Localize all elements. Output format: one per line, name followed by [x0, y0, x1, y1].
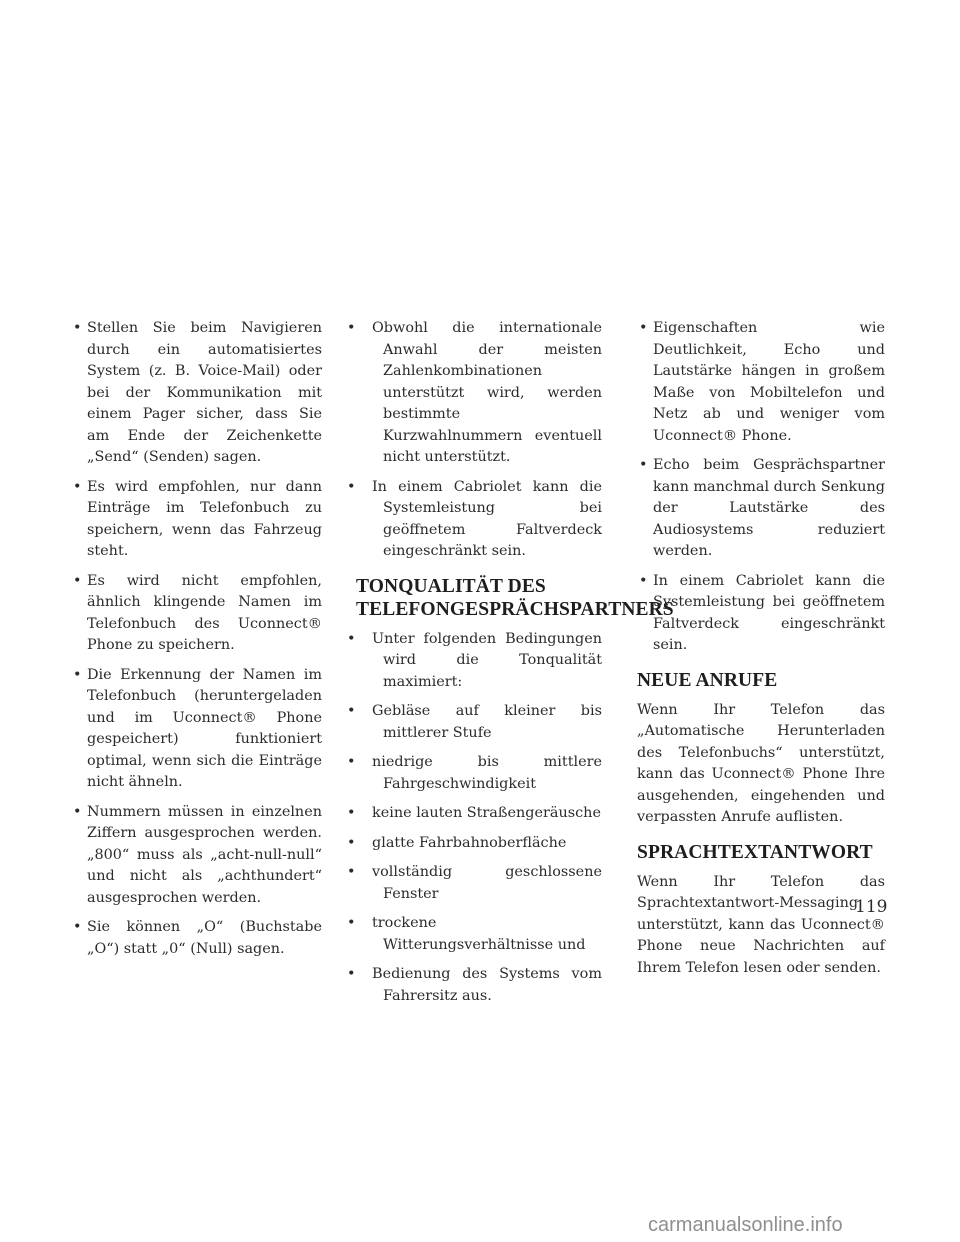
list-item: • Echo beim Gesprächspartner kann manchmal durch Senkung der Lautstärke des Audiosystems reduziert werden. [637, 455, 885, 563]
list-item: • In einem Cabriolet kann die Systemleistung bei geöffnetem Faltverdeck eingeschränkt sein. [356, 477, 602, 563]
list-item: • In einem Cabriolet kann die Systemleistung bei geöffnetem Faltverdeck eingeschränkt sein. [637, 571, 885, 657]
list-item: • Eigenschaften wie Deutlichkeit, Echo und Lautstärke hängen in großem Maße von Mobiltelefon und Netz ab und weniger vom Uconnect® Phone. [637, 318, 885, 447]
list-item: • Unter folgenden Bedingungen wird die Tonqualität maximiert: [356, 629, 602, 694]
bullet-list [356, 629, 602, 1008]
list-item: • Sie können „O“ (Buchstabe „O“) statt „0“ (Null) sagen. [71, 917, 322, 960]
list-item: • vollständig geschlossene Fenster [356, 862, 602, 905]
watermark: carmanualsonline.info [648, 1214, 843, 1236]
column-1 [71, 318, 322, 968]
list-item: • glatte Fahrbahnoberfläche [356, 833, 602, 855]
bullet-list [71, 318, 322, 960]
paragraph: Wenn Ihr Telefon das „Automatische Herunterladen des Telefonbuchs“ unterstützt, kann das Uconnect® Phone Ihre ausgehenden, eingehenden und verpassten Anrufe auflisten. [637, 701, 885, 825]
list-item: • Bedienung des Systems vom Fahrersitz aus. [356, 964, 602, 1007]
section-heading-tonqualitaet: TONQUALITÄT DES TELEFONGESPRÄCHSPARTNERS [356, 575, 674, 620]
list-item: • trockene Witterungsverhältnisse und [356, 913, 602, 956]
list-item: • Es wird empfohlen, nur dann Einträge im Telefonbuch zu speichern, wenn das Fahrzeug steht. [71, 477, 322, 563]
list-item: • Es wird nicht empfohlen, ähnlich klingende Namen im Telefonbuch des Uconnect® Phone zu speichern. [71, 571, 322, 657]
section-heading-neue-anrufe: NEUE ANRUFE [637, 669, 778, 691]
list-item: • Die Erkennung der Namen im Telefonbuch (heruntergeladen und im Uconnect® Phone gespeichert) funktioniert optimal, wenn sich die Einträge nicht ähneln. [71, 665, 322, 794]
column-2 [356, 318, 674, 1015]
bullet-list [356, 318, 602, 563]
list-item: • keine lauten Straßengeräusche [356, 803, 602, 825]
list-item: • Obwohl die internationale Anwahl der meisten Zahlenkombinationen unterstützt wird, werden bestimmte Kurzwahlnummern eventuell nicht unterstützt. [356, 318, 602, 469]
bullet-list [637, 318, 885, 657]
list-item: • Nummern müssen in einzelnen Ziffern ausgesprochen werden. „800“ muss als „acht-null-null“ und nicht als „achthundert“ ausgesprochen werden. [71, 802, 322, 910]
column-3 [637, 318, 888, 991]
page-number: 119 [855, 897, 888, 917]
list-item: • Gebläse auf kleiner bis mittlerer Stufe [356, 701, 602, 744]
section-heading-sprachtextantwort: SPRACHTEXTANTWORT [637, 841, 873, 863]
list-item: • Stellen Sie beim Navigieren durch ein automatisiertes System (z. B. Voice-Mail) oder bei der Kommunikation mit einem Pager sicher, dass Sie am Ende der Zeichenkette „Send“ (Senden) sagen. [71, 318, 322, 469]
paragraph: Wenn Ihr Telefon das Sprachtextantwort-Messaging unterstützt, kann das Uconnect® Phone neue Nachrichten auf Ihrem Telefon lesen oder senden. [637, 873, 885, 976]
list-item: • niedrige bis mittlere Fahrgeschwindigkeit [356, 752, 602, 795]
